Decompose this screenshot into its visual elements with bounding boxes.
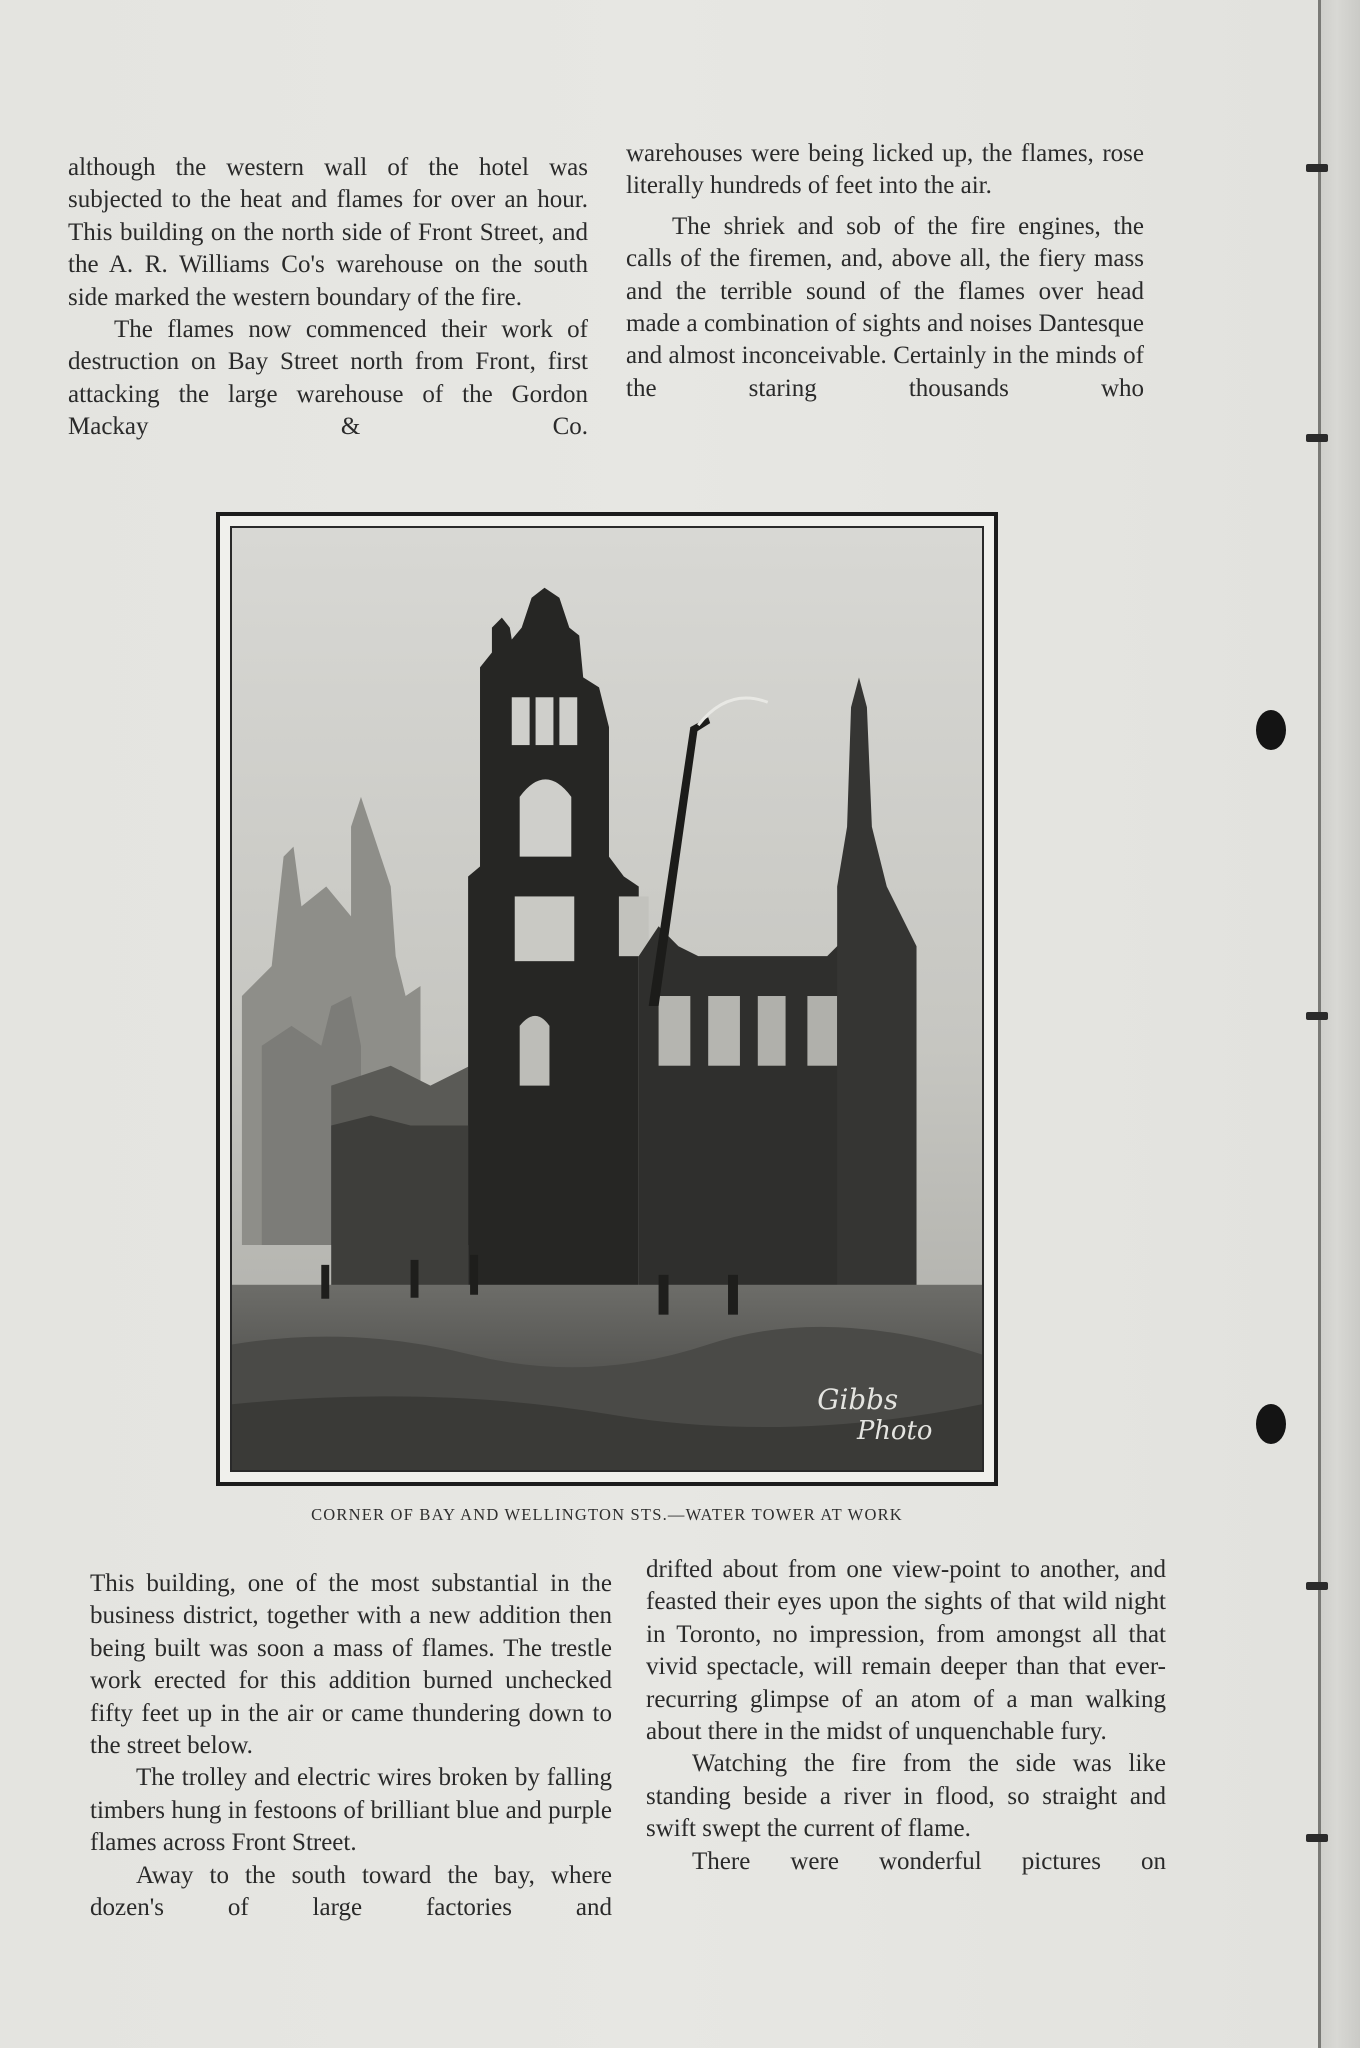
paragraph: warehouses were being licked up, the flames, rose literally hundreds of feet into the air. [626,140,1144,200]
punch-hole [1256,710,1286,750]
page-binding-edge [1318,0,1360,2048]
text-column-bottom-left [90,1568,612,1924]
paragraph: although the western wall of the hotel was subjected to the heat and flames for over an hour. This building on the north side of Front Street, and the A. R. Williams Co's warehouse on the south side marked the western boundary of the fire. [68,154,588,311]
paragraph: The flames now commenced their work of destruction on Bay Street north from Front, first attacking the large warehouse of the Gordon Mackay & Co. [68,316,588,441]
binding-staple [1306,1012,1328,1020]
paragraph: The shriek and sob of the fire engines, the calls of the firemen, and, above all, the fiery mass and the terrible sound of the flames over head made a combination of sights and noises Dantesque and almost inconceivable. Certainly in the minds of the staring thousands who [626,212,1144,402]
binding-staple [1306,1582,1328,1590]
text-column-top-right [626,138,1144,405]
paragraph: drifted about from one view-point to another, and feasted their eyes upon the sights of that wild night in Toronto, no impression, from amongst all that vivid spectacle, will remain deeper than that ever-recurring glimpse of an atom of a man walking about there in the midst of unquenchable fury. [646,1556,1166,1746]
photo-caption: CORNER OF BAY AND WELLINGTON STS.—WATER TOWER AT WORK [311,1505,903,1524]
paragraph: This building, one of the most substantial in the business district, together with a new addition then being built was soon a mass of flames. The trestle work erected for this addition burned unchecked fifty feet up in the air or came thundering down to the street below. [90,1570,612,1760]
paragraph: Away to the south toward the bay, where dozen's of large factories and [90,1861,612,1922]
paragraph: There were wonderful pictures on [692,1847,1166,1875]
binding-staple [1306,434,1328,442]
paragraph: Watching the fire from the side was like standing beside a river in flood, so straight and swift swept the current of flame. [646,1750,1166,1843]
photographer-signature-photo: Photo [857,1416,933,1447]
photo-image [230,526,984,1472]
fire-ruins-photograph [216,512,998,1486]
text-column-bottom-right [646,1554,1166,1878]
binding-staple [1306,1834,1328,1842]
text-column-top-left [68,152,588,444]
binding-staple [1306,164,1328,172]
photographer-signature-name: Gibbs [817,1383,899,1417]
paragraph: The trolley and electric wires broken by falling timbers hung in festoons of brilliant blue and purple flames across Front Street. [90,1764,612,1857]
punch-hole [1256,1404,1286,1444]
